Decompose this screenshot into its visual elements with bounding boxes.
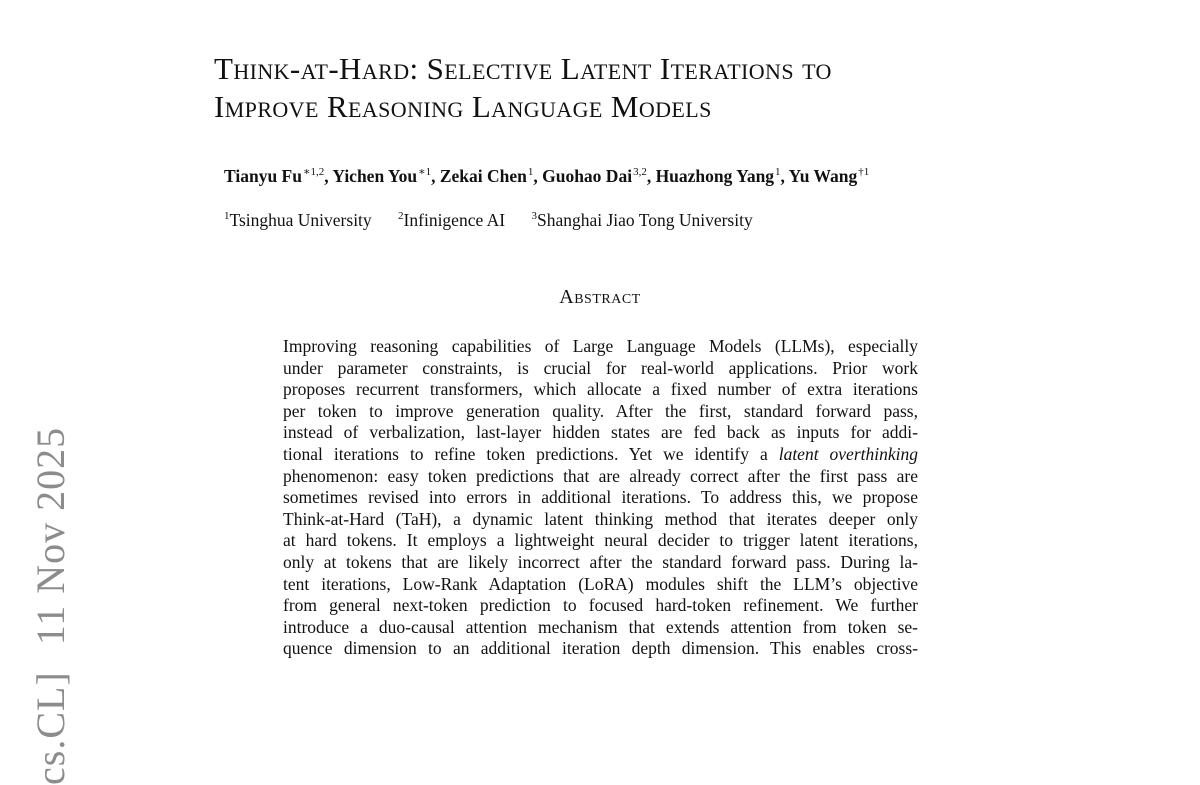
- abstract-line: tional iterations to refine token predictions. Yet we identify a latent overthinking: [283, 443, 918, 464]
- abstract-line: Think-at-Hard (TaH), a dynamic latent thinking method that iterates deeper only: [283, 508, 918, 529]
- abstract-line: from general next-token prediction to focused hard-token refinement. We further: [283, 595, 918, 616]
- abstract-line: introduce a duo-causal attention mechanism that extends attention from token se-: [283, 616, 918, 637]
- author: Huazhong Yang$^1$,: [655, 166, 789, 186]
- author-list: [224, 160, 1124, 188]
- affiliation: $^1$Tsinghua University: [224, 210, 372, 230]
- abstract-line: instead of verbalization, last-layer hidden states are fed back as inputs for addi-: [283, 422, 918, 443]
- arxiv-category: cs.CL]: [28, 671, 73, 785]
- author: Yu Wang$^{\dagger 1}$: [788, 166, 870, 186]
- author: Zekai Chen$^1$,: [439, 166, 543, 186]
- italic-term: latent overthinking: [778, 443, 918, 464]
- abstract-line: tent iterations, Low-Rank Adaptation (LoRA) modules shift the LLM’s objective: [283, 573, 918, 594]
- abstract-line: Improving reasoning capabilities of Large Language Models (LLMs), especially: [283, 336, 918, 356]
- abstract-line: at hard tokens. It employs a lightweight neural decider to trigger latent iterations,: [283, 530, 918, 551]
- paper-title: [214, 50, 1054, 126]
- affiliation: $^2$Infinigence AI: [398, 210, 506, 230]
- author: Yichen You$^{∗1}$,: [332, 166, 440, 186]
- abstract-line: phenomenon: easy token predictions that are already correct after the first pass are: [283, 465, 918, 486]
- arxiv-date: 11 Nov 2025: [28, 426, 73, 646]
- abstract-line: sometimes revised into errors in additional iterations. To address this, we propose: [283, 487, 918, 508]
- abstract-line: under parameter constraints, is crucial for real-world applications. Prior work: [283, 357, 918, 378]
- affiliation-list: [224, 204, 775, 232]
- abstract-line: only at tokens that are likely incorrect after the standard forward pass. During la-: [283, 551, 918, 572]
- abstract-line: proposes recurrent transformers, which allocate a fixed number of extra iterations: [283, 379, 918, 400]
- abstract-line: quence dimension to an additional iteration depth dimension. This enables cross-: [283, 638, 918, 659]
- affiliation: $^3$Shanghai Jiao Tong University: [531, 210, 753, 230]
- abstract-heading: Abstract: [559, 286, 641, 308]
- abstract-body: [283, 336, 918, 660]
- author: Guohao Dai$^{3,2}$,: [542, 166, 656, 186]
- arxiv-side-stamp: [26, 325, 76, 785]
- author: Tianyu $Fu^{∗1,2}$,: [224, 166, 333, 186]
- title-line-2: Improve Reasoning Language Models: [214, 89, 712, 124]
- abstract-line: per token to improve generation quality. After the first, standard forward pass,: [283, 400, 918, 421]
- title-line-1: Think-at-Hard: Selective Latent Iterations to: [214, 51, 832, 86]
